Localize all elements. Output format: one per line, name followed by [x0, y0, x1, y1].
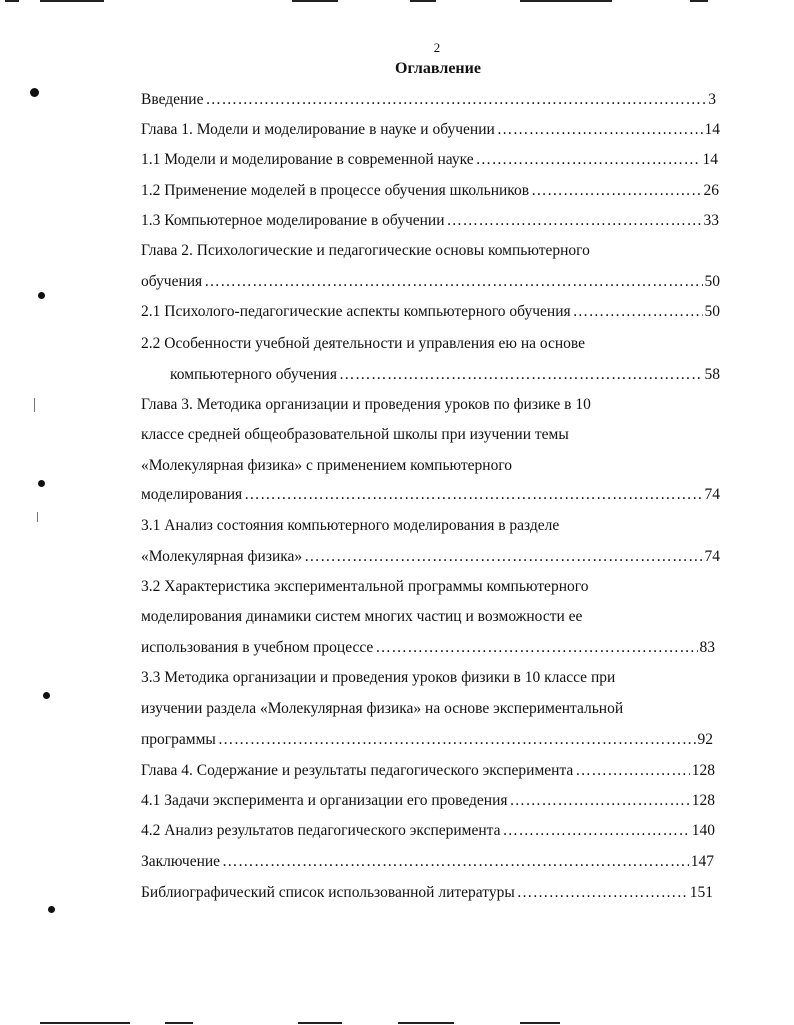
scan-artifact-top [520, 0, 612, 2]
toc-page-number: 74 [704, 486, 720, 503]
dot-leader [447, 210, 702, 232]
toc-entry-chapter-2-line[interactable] [141, 240, 721, 262]
toc-entry-3-2[interactable] [141, 637, 715, 659]
toc-entry-conclusion[interactable] [141, 851, 714, 873]
toc-entry-1-1[interactable] [141, 149, 718, 171]
toc-entry-4-2[interactable] [141, 820, 715, 842]
toc-entry-text: классе средней общеобразовательной школы при изучении темы [141, 426, 569, 443]
toc-entry-text: Глава 3. Методика организации и проведения уроков по физике в 10 [141, 396, 591, 413]
scan-artifact-top [292, 0, 338, 2]
toc-entry-text: «Молекулярная физика» [141, 548, 303, 565]
toc-entry-3-3-line[interactable] [141, 667, 721, 689]
dot-leader [476, 149, 701, 171]
toc-entry-2-1[interactable] [141, 301, 720, 323]
toc-entry-chapter-1[interactable] [141, 119, 720, 141]
toc-entry-text: 1.1 Модели и моделирование в современной науке [141, 151, 474, 168]
toc-entry-chapter-3-line[interactable] [141, 424, 721, 446]
toc-page-number: 147 [690, 853, 714, 870]
scan-artifact-top [5, 0, 19, 2]
toc-page-number: 140 [691, 822, 715, 839]
toc-entry-chapter-3[interactable] [141, 484, 720, 506]
toc-entry-1-2[interactable] [141, 180, 719, 202]
scan-artifact-bottom [165, 1022, 193, 1024]
binder-hole-mark [38, 480, 45, 487]
toc-entry-text: программы [141, 731, 216, 748]
binder-hole-mark [48, 906, 55, 913]
scan-artifact-top [410, 0, 436, 2]
scan-artifact-bottom [40, 1022, 130, 1024]
toc-entry-text: «Молекулярная физика» с применением компьютерного [141, 457, 513, 474]
scan-artifact-bottom [298, 1022, 342, 1024]
dot-leader [218, 729, 696, 751]
toc-entry-text: Глава 2. Психологические и педагогические основы компьютерного [141, 242, 590, 259]
toc-entry-text: Глава 4. Содержание и результаты педагогического эксперимента [141, 762, 574, 779]
dot-leader [517, 882, 688, 904]
toc-entry-text: Введение [141, 91, 204, 108]
toc-page-number: 92 [697, 731, 713, 748]
dot-leader [204, 271, 702, 293]
toc-entry-chapter-2[interactable] [141, 271, 720, 293]
toc-entry-text: моделирования [141, 486, 243, 503]
scan-artifact-top [40, 0, 104, 2]
toc-entry-3-2-line[interactable] [141, 606, 721, 628]
toc-entry-chapter-3-line[interactable] [141, 455, 721, 477]
dot-leader [575, 760, 689, 782]
toc-entry-introduction[interactable] [141, 89, 716, 111]
toc-entry-3-3-line[interactable] [141, 698, 721, 720]
toc-page-number: 50 [704, 273, 720, 290]
dot-leader [339, 364, 703, 386]
toc-entry-text: 2.1 Психолого-педагогические аспекты компьютерного обучения [141, 303, 571, 320]
toc-entry-bibliography[interactable] [141, 882, 713, 904]
toc-page-number: 151 [689, 884, 713, 901]
toc-page-number: 33 [703, 212, 719, 229]
toc-page-number: 58 [704, 366, 720, 383]
toc-entry-text: 4.2 Анализ результатов педагогического эксперимента [141, 822, 501, 839]
toc-entry-text: Библиографический список использованной литературы [141, 884, 515, 901]
margin-mark [34, 398, 35, 412]
binder-hole-mark [43, 692, 50, 699]
toc-entry-3-1-line[interactable] [141, 515, 721, 537]
toc-entry-text: обучения [141, 273, 203, 290]
scan-artifact-top [690, 0, 708, 2]
toc-page-number: 26 [703, 182, 719, 199]
dot-leader [497, 119, 703, 141]
dot-leader [244, 484, 702, 506]
toc-entry-text: изучении раздела «Молекулярная физика» на основе экспериментальной [141, 700, 624, 717]
dot-leader [205, 89, 706, 111]
toc-page-number: 83 [699, 639, 715, 656]
toc-entry-3-1[interactable] [141, 546, 720, 568]
binder-hole-mark [30, 88, 39, 97]
toc-entry-3-3[interactable] [141, 729, 713, 751]
scan-artifact-bottom [398, 1022, 454, 1024]
dot-leader [531, 180, 701, 202]
dot-leader [375, 637, 697, 659]
margin-mark [37, 512, 38, 522]
toc-entry-text: использования в учебном процессе [141, 639, 374, 656]
toc-entry-text: 3.2 Характеристика экспериментальной программы компьютерного [141, 578, 589, 595]
page-number: 2 [433, 40, 441, 55]
toc-page-number: 14 [704, 121, 720, 138]
toc-page-number: 14 [702, 151, 718, 168]
dot-leader [510, 790, 690, 812]
toc-entry-2-2-line[interactable] [141, 333, 721, 355]
toc-entry-text: 3.3 Методика организации и проведения уроков физики в 10 классе при [141, 669, 616, 686]
toc-page-number: 74 [704, 548, 720, 565]
toc-page-number: 3 [708, 91, 716, 108]
toc-entry-text: 3.1 Анализ состояния компьютерного моделирования в разделе [141, 517, 560, 534]
toc-entry-chapter-3-line[interactable] [141, 394, 721, 416]
toc-page-number: 128 [691, 792, 715, 809]
toc-entry-text: 4.1 Задачи эксперимента и организации его проведения [141, 792, 508, 809]
dot-leader [222, 851, 689, 873]
dot-leader [503, 820, 690, 842]
toc-entry-1-3[interactable] [141, 210, 719, 232]
toc-entry-text: компьютерного обучения [170, 366, 337, 383]
toc-entry-text: моделирования динамики систем многих частиц и возможности ее [141, 608, 583, 625]
toc-entry-text: 1.3 Компьютерное моделирование в обучении [141, 212, 445, 229]
dot-leader [573, 301, 703, 323]
binder-hole-mark [38, 292, 45, 299]
toc-entry-3-2-line[interactable] [141, 576, 721, 598]
dot-leader [304, 546, 702, 568]
toc-entry-text: 2.2 Особенности учебной деятельности и управления ею на основе [141, 335, 586, 352]
toc-entry-2-2[interactable] [170, 364, 720, 386]
toc-entry-text: 1.2 Применение моделей в процессе обучения школьников [141, 182, 530, 199]
scan-artifact-bottom [520, 1022, 560, 1024]
page-title: Оглавление [395, 60, 481, 77]
toc-entry-4-1[interactable] [141, 790, 715, 812]
toc-entry-text: Глава 1. Модели и моделирование в науке и обучении [141, 121, 495, 138]
toc-page-number: 128 [691, 762, 715, 779]
toc-page-number: 50 [704, 303, 720, 320]
toc-entry-text: Заключение [141, 853, 221, 870]
toc-entry-chapter-4[interactable] [141, 760, 715, 782]
